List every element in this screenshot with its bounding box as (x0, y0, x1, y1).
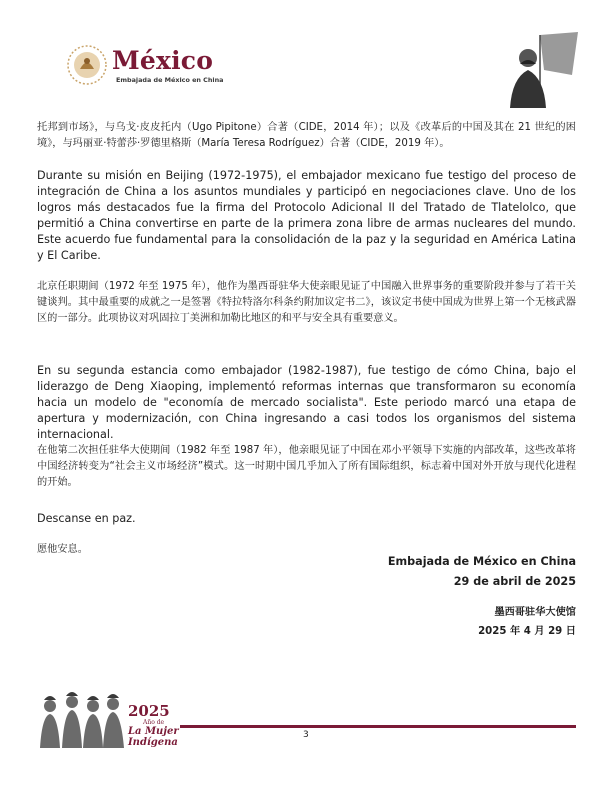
logo-title: México (112, 46, 214, 75)
signature-org-zh: 墨西哥驻华大使馆 (494, 607, 576, 618)
page-number: 3 (303, 730, 309, 740)
paragraph-2: Durante su misión en Beijing (1972-1975), el embajador mexicano fue testigo del proceso de integración de China a los asuntos mundiales y participó en negociaciones clave. Uno de los logros más destacados fue la firma del Protocolo Adicional II del Tratado de Tlatelolco, que permitió a China convertirse en parte de la primera zona libre de armas nucleares del mundo. Este acuerdo fue fundamental para la consolidación de la paz y la seguridad en América Latina y El Caribe. (37, 169, 576, 262)
logo-subtitle: Embajada de México en China (116, 76, 224, 84)
footer-year: 2025 (128, 702, 170, 720)
footer-slogan-line1: La Mujer (128, 726, 179, 737)
paragraph-3: 北京任职期间（1972 年至 1975 年），他作为墨西哥驻华大使亲眼见证了中国融入世界事务的重要阶段并参与了若干关键谈判。其中最重要的成就之一是签署《特拉特洛尔科条约附加议定书二》，该议定书使中国成为世界上第一个无核武器区的一部分。此项协议对巩固拉丁美洲和加勒比地区的和平与安全具有重要意义。 (37, 281, 576, 324)
footer-slogan-line2: Indígena (128, 737, 178, 748)
footer-year-subtitle: Año de (143, 719, 165, 726)
signature-date-zh: 2025 年 4 月 29 日 (478, 626, 576, 637)
signature-org-es: Embajada de México en China (387, 555, 576, 568)
woman-with-flag-illustration-icon (500, 30, 580, 110)
paragraph-5: 在他第二次担任驻华大使期间（1982 年至 1987 年），他亲眼见证了中国在邓小平领导下实施的内部改革，这些改革将中国经济转变为“社会主义市场经济”模式。这一时期中国几乎加入了所有国际组织，标志着中国对外开放与现代化进程的开始。 (37, 445, 576, 488)
indigenous-women-illustration-icon (36, 688, 126, 748)
embassy-logo (66, 44, 224, 92)
paragraph-6: Descanse en paz. (37, 512, 136, 525)
paragraph-4: En su segunda estancia como embajador (1982-1987), fue testigo de cómo China, bajo el liderazgo de Deng Xiaoping, implementó reformas internas que transformaron su economía hacia un modelo de "economía de mercado socialista". Este periodo marcó una etapa de apertura y modernización, con China ingresando a casi todos los organismos del sistema internacional. (37, 364, 576, 441)
footer-divider (180, 725, 576, 728)
signature-date-es: 29 de abril de 2025 (453, 575, 576, 588)
paragraph-1: 托邦到市场》，与乌戈·皮皮托内（Ugo Pipitone）合著（CIDE，2014 年）；以及《改革后的中国及其在 21 世纪的困境》，与玛丽亚·特蕾莎·罗德里格斯（María Teresa Rodríguez）合著（CIDE，2019 年）。 (37, 122, 576, 149)
paragraph-7: 愿他安息。 (37, 544, 88, 555)
coat-of-arms-icon (66, 44, 108, 86)
